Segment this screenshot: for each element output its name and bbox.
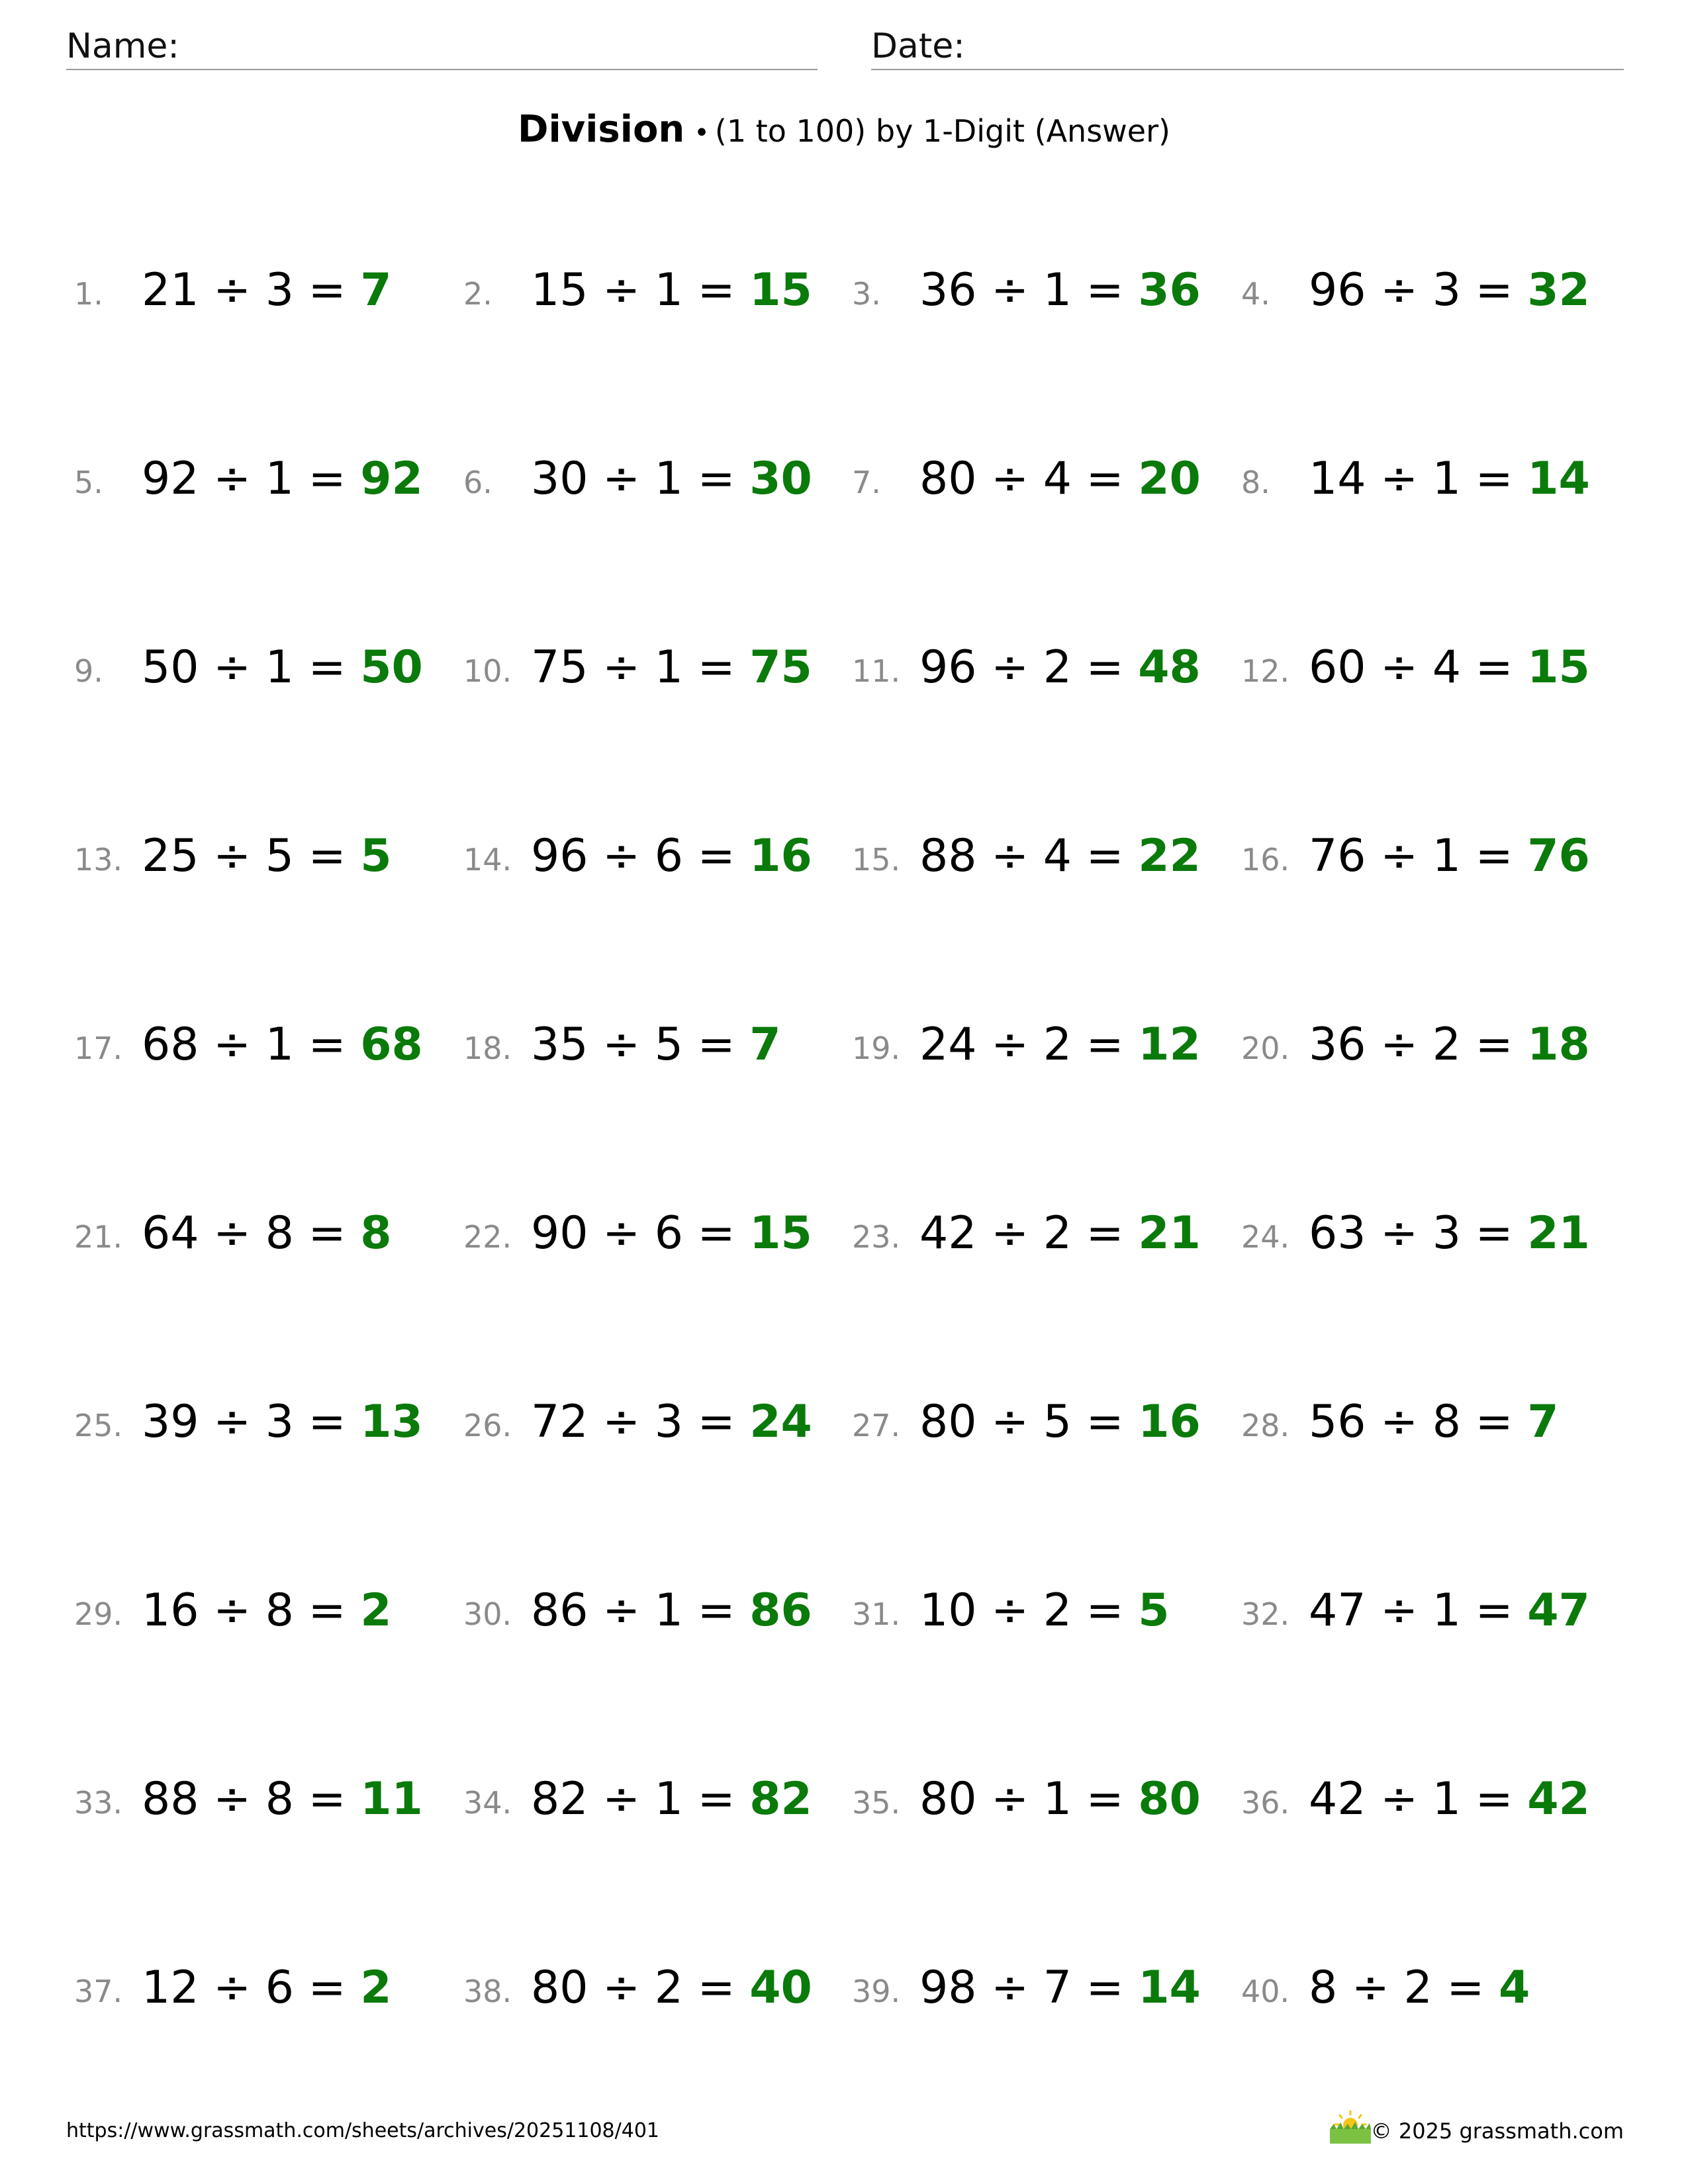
grassmath-logo-icon [1327,2109,1374,2145]
problem-answer: 82 [749,1773,812,1825]
problem-expression: 86 ÷ 1 = [531,1584,750,1637]
problem-number: 16. [1241,842,1290,878]
problem-number: 8. [1241,465,1270,500]
problem-expression: 90 ÷ 6 = [531,1207,750,1259]
problem-number: 38. [463,1974,512,2009]
problem-answer: 16 [749,830,812,882]
problem-expression: 96 ÷ 6 = [531,830,750,882]
problem-number: 17. [74,1030,123,1066]
problem-number: 10. [463,653,512,689]
problem-number: 24. [1241,1219,1290,1255]
problem-number: 30. [463,1596,512,1632]
problem-answer: 76 [1527,830,1590,882]
problem-item [1241,260,1612,320]
problem-answer: 8 [360,1207,392,1259]
problem-number: 13. [74,842,123,878]
problem-item [74,637,445,697]
problem-equation [142,1963,392,2013]
problem-number: 4. [1241,276,1270,312]
problem-equation [142,1020,423,1070]
problem-answer: 80 [1138,1773,1201,1825]
problem-answer: 2 [360,1584,392,1637]
problem-number: 37. [74,1974,123,2009]
problem-item [852,637,1223,697]
problem-expression: 50 ÷ 1 = [142,641,361,694]
problem-item [463,1958,834,2017]
problem-item [463,260,834,320]
problem-number: 14. [463,842,512,878]
problem-equation [531,1774,812,1825]
problem-number: 26. [463,1408,512,1443]
problem-equation [919,1774,1201,1825]
problem-answer: 5 [1138,1584,1170,1637]
problem-equation [142,643,423,693]
problem-answer: 86 [749,1584,812,1637]
footer-url[interactable]: https://www.grassmath.com/sheets/archives/20251108/401 [66,2119,660,2142]
problem-number: 34. [463,1785,512,1821]
problem-item [463,637,834,697]
problem-number: 3. [852,276,881,312]
problem-answer: 40 [749,1962,812,2014]
problem-item [1241,449,1612,508]
problem-item [852,826,1223,886]
problem-item [463,449,834,508]
problem-item [1241,1203,1612,1263]
problem-equation [919,1963,1201,2013]
problem-expression: 68 ÷ 1 = [142,1019,361,1071]
problem-answer: 75 [749,641,812,694]
problem-number: 40. [1241,1974,1290,2009]
problem-item [74,449,445,508]
problem-equation [531,1208,812,1259]
problem-expression: 56 ÷ 8 = [1309,1396,1528,1448]
problem-item [852,1015,1223,1074]
problem-equation [1309,1208,1590,1259]
problem-answer: 15 [749,1207,812,1259]
problem-answer: 14 [1138,1962,1201,2014]
problem-item [1241,1392,1612,1451]
problem-equation [1309,1020,1590,1070]
problem-answer: 68 [360,1019,423,1071]
problem-number: 23. [852,1219,901,1255]
problem-expression: 24 ÷ 2 = [919,1019,1139,1071]
problem-equation [531,1397,812,1447]
problem-equation [531,1586,812,1636]
problem-item [852,1203,1223,1263]
problem-equation [531,1963,812,2013]
problem-equation [919,1397,1201,1447]
problem-expression: 15 ÷ 1 = [531,264,750,316]
problem-item [74,1580,445,1640]
problem-answer: 4 [1498,1962,1530,2014]
problem-item [852,449,1223,508]
problem-item [463,1203,834,1263]
problem-item [1241,826,1612,886]
problem-item [852,260,1223,320]
problem-answer: 16 [1138,1396,1201,1448]
problem-answer: 22 [1138,830,1201,882]
problem-number: 35. [852,1785,901,1821]
problem-expression: 25 ÷ 5 = [142,830,361,882]
problem-expression: 42 ÷ 2 = [919,1207,1139,1259]
problem-expression: 10 ÷ 2 = [919,1584,1139,1637]
problem-answer: 30 [749,453,812,505]
problem-equation [1309,643,1590,693]
problem-expression: 88 ÷ 4 = [919,830,1139,882]
title-bullet: • [694,118,710,148]
problem-number: 31. [852,1596,901,1632]
problem-expression: 8 ÷ 2 = [1309,1962,1499,2014]
problem-expression: 92 ÷ 1 = [142,453,361,505]
problem-expression: 42 ÷ 1 = [1309,1773,1528,1825]
problem-item [74,1769,445,1829]
problem-item [1241,1958,1612,2017]
problem-answer: 14 [1527,453,1590,505]
problem-equation [531,454,812,504]
problem-number: 9. [74,653,103,689]
problem-equation [919,643,1201,693]
problem-item [852,1580,1223,1640]
problem-equation [142,1397,423,1447]
problem-equation [919,1020,1201,1070]
problem-equation [531,265,812,316]
problem-answer: 21 [1527,1207,1590,1259]
problem-item [852,1769,1223,1829]
problem-equation [1309,1963,1530,2013]
problem-expression: 80 ÷ 5 = [919,1396,1139,1448]
problem-answer: 92 [360,453,423,505]
problem-item [1241,1015,1612,1074]
problem-item [463,826,834,886]
problem-item [74,260,445,320]
problem-item [1241,1580,1612,1640]
problem-expression: 36 ÷ 1 = [919,264,1139,316]
problem-answer: 21 [1138,1207,1201,1259]
problem-equation [142,1774,423,1825]
problem-answer: 20 [1138,453,1201,505]
problem-expression: 60 ÷ 4 = [1309,641,1528,694]
problem-answer: 2 [360,1962,392,2014]
problem-number: 32. [1241,1596,1290,1632]
problem-equation [919,831,1201,882]
name-label: Name: [66,26,179,66]
problem-expression: 47 ÷ 1 = [1309,1584,1528,1637]
problem-expression: 80 ÷ 1 = [919,1773,1139,1825]
problem-answer: 12 [1138,1019,1201,1071]
problem-expression: 72 ÷ 3 = [531,1396,750,1448]
problem-equation [531,643,812,693]
problem-number: 36. [1241,1785,1290,1821]
problem-answer: 7 [749,1019,781,1071]
problem-answer: 15 [749,264,812,316]
problem-item [74,1203,445,1263]
problem-expression: 30 ÷ 1 = [531,453,750,505]
problem-equation [142,1586,392,1636]
problem-equation [1309,1586,1590,1636]
problem-item [463,1580,834,1640]
problem-number: 28. [1241,1408,1290,1443]
date-label: Date: [871,26,965,66]
problem-expression: 80 ÷ 2 = [531,1962,750,2014]
problem-answer: 11 [360,1773,423,1825]
problem-expression: 88 ÷ 8 = [142,1773,361,1825]
problem-number: 12. [1241,653,1290,689]
problem-answer: 7 [360,264,392,316]
problem-expression: 76 ÷ 1 = [1309,830,1528,882]
problem-equation [531,831,812,882]
problem-item [852,1958,1223,2017]
problem-equation [1309,831,1590,882]
problem-expression: 21 ÷ 3 = [142,264,361,316]
problem-answer: 5 [360,830,392,882]
problem-answer: 32 [1527,264,1590,316]
title-subtitle: (1 to 100) by 1-Digit (Answer) [714,113,1170,149]
problem-answer: 48 [1138,641,1201,694]
problem-equation [919,454,1201,504]
problem-answer: 15 [1527,641,1590,694]
problem-equation [919,1208,1201,1259]
problem-expression: 39 ÷ 3 = [142,1396,361,1448]
problem-item [1241,1769,1612,1829]
problem-item [463,1769,834,1829]
problem-equation [142,1208,392,1259]
problem-answer: 42 [1527,1773,1590,1825]
problem-number: 29. [74,1596,123,1632]
problem-answer: 36 [1138,264,1201,316]
problem-expression: 80 ÷ 4 = [919,453,1139,505]
problem-answer: 50 [360,641,423,694]
title-main: Division [518,108,685,151]
problem-item [852,1392,1223,1451]
problem-number: 19. [852,1030,901,1066]
problem-equation [1309,1774,1590,1825]
problem-number: 11. [852,653,901,689]
problem-expression: 14 ÷ 1 = [1309,453,1528,505]
problem-equation [919,265,1201,316]
problem-expression: 82 ÷ 1 = [531,1773,750,1825]
problem-number: 25. [74,1408,123,1443]
problem-expression: 16 ÷ 8 = [142,1584,361,1637]
problem-item [463,1015,834,1074]
problem-item [74,1958,445,2017]
problem-item [74,1392,445,1451]
problem-equation [1309,265,1590,316]
problem-equation [531,1020,781,1070]
problem-expression: 64 ÷ 8 = [142,1207,361,1259]
problem-number: 22. [463,1219,512,1255]
problem-number: 7. [852,465,881,500]
problem-equation [919,1586,1170,1636]
problem-number: 5. [74,465,103,500]
problem-expression: 75 ÷ 1 = [531,641,750,694]
problem-expression: 63 ÷ 3 = [1309,1207,1528,1259]
problem-number: 20. [1241,1030,1290,1066]
problem-item [74,826,445,886]
footer-copyright: © 2025 grassmath.com [1370,2118,1624,2144]
problem-number: 1. [74,276,103,312]
problem-equation [1309,1397,1559,1447]
problem-number: 27. [852,1408,901,1443]
problem-expression: 35 ÷ 5 = [531,1019,750,1071]
problem-equation [1309,454,1590,504]
problem-answer: 18 [1527,1019,1590,1071]
problem-number: 33. [74,1785,123,1821]
problem-expression: 12 ÷ 6 = [142,1962,361,2014]
problem-answer: 13 [360,1396,423,1448]
problem-item [74,1015,445,1074]
problem-expression: 36 ÷ 2 = [1309,1019,1528,1071]
problem-answer: 47 [1527,1584,1590,1637]
problem-item [1241,637,1612,697]
problem-expression: 98 ÷ 7 = [919,1962,1139,2014]
problem-number: 21. [74,1219,123,1255]
problem-equation [142,831,392,882]
problem-equation [142,265,392,316]
problem-expression: 96 ÷ 3 = [1309,264,1528,316]
problem-number: 18. [463,1030,512,1066]
problem-expression: 96 ÷ 2 = [919,641,1139,694]
problem-equation [142,454,423,504]
problem-item [463,1392,834,1451]
problem-number: 39. [852,1974,901,2009]
problem-answer: 24 [749,1396,812,1448]
problem-number: 15. [852,842,901,878]
problem-number: 2. [463,276,492,312]
problem-number: 6. [463,465,492,500]
problem-answer: 7 [1527,1396,1559,1448]
